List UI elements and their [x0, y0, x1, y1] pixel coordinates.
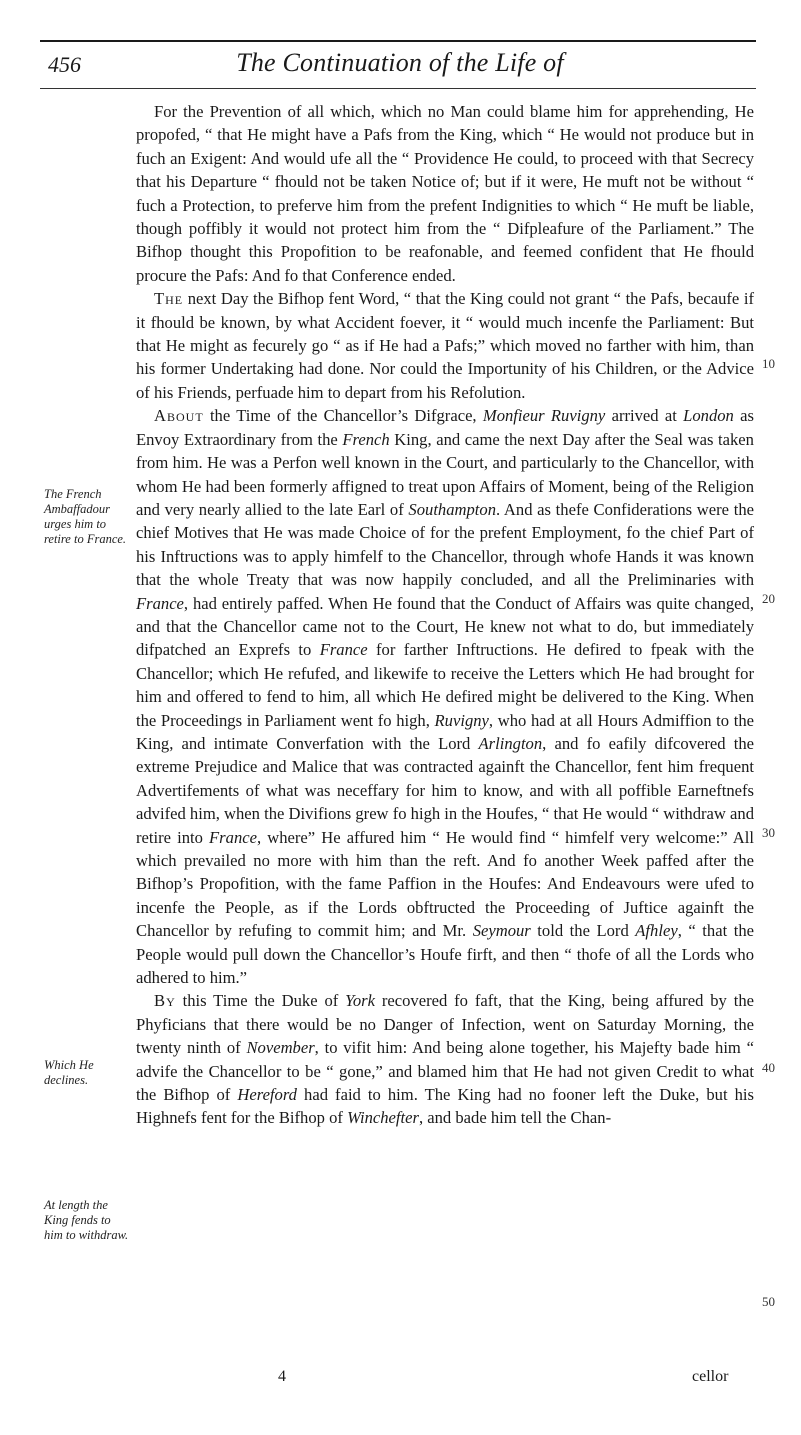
header-rule [40, 88, 756, 89]
text-run: had faid to him. The King had no fooner left the Duke, but his Highnefs fent for the Bifhop of [136, 1085, 755, 1128]
text-run: About [154, 406, 204, 426]
text-run: , and bade him tell the Chan- [418, 1108, 612, 1128]
text-run: arrived at [605, 406, 684, 426]
text-run: France [319, 640, 368, 660]
text-run: Arlington [478, 733, 543, 753]
text-run: for farther Inftructions. He defired to fpeak with the Chancellor; which He refufed, and likewife to receive the Letters which He had brought for him and offered to fend to him, all which He defired might be delivered to the King. When the Proceedings in Parliament went fo high, [136, 640, 754, 730]
running-title: The Continuation of the Life of [236, 48, 564, 77]
paragraph-3 [136, 404, 754, 989]
paragraph-4 [136, 989, 754, 1129]
text-run: , where” He affured him “ He would find “ himfelf very welcome:” All which prevailed no more with him than the reft. And fo another Week paffed after the Bifhop’s Propofition, with the fame Paffion in the Houfes: And Endeavours were ufed to incenfe the People, as if the Lords obftructed the Proceeding of Juftice againft the Chancellor by refufing to commit him; and Mr. [136, 827, 754, 941]
top-rule [40, 40, 756, 42]
line-number-10: 10 [762, 356, 775, 371]
text-run: told the Lord [530, 921, 636, 941]
text-run: King, and came the next Day after the Seal was taken from him. He was a Perfon well known in the Court, and particularly to the Chancellor, with whom He had been formerly affigned to treat upon Affairs of Moment, being of the Religion and very nearly allied to the late Earl of [136, 429, 754, 519]
page-header [48, 44, 752, 84]
text-run: , “ that the People would pull down the Chancellor’s Houfe firft, and then “ thofe of all the Lords who adhered to him.” [136, 921, 754, 988]
text-run: York [345, 991, 375, 1011]
body-text [136, 100, 754, 1130]
text-run: recovered fo faft, that the King, being affured by the Phyficians that there would be no Danger of Infection, went on Saturday Morning, the twenty ninth of [136, 991, 754, 1058]
text-run: Monfieur Ruvigny [482, 406, 606, 426]
text-run: , to vifit him: And being alone together, his Majefty bade him “ advife the Chancellor to be “ gone,” and blamed him that He had not given Credit to what the Bifhop of [136, 1038, 754, 1105]
text-run: this Time the Duke of [175, 991, 346, 1011]
text-run: Ruvigny [434, 710, 489, 730]
text-run: By [154, 991, 176, 1011]
text-run: Southampton [408, 499, 497, 519]
text-run: , had entirely paffed. When He found that the Conduct of Affairs was quite changed, and that the Chancellor came not to the Court, He knew not what to do, but immediately difpatched an Exprefs to [136, 593, 754, 660]
text-run: next Day the Bifhop fent Word, “ that the King could not grant “ the Pafs, becaufe if it fhould be known, by what Accident foever, it “ would much incenfe the Parliament: But that He might as fecurely go “ as if He had a Pafs;” which moved no farther with him, than his former Undertaking had done. Nor could the Importunity of his Children, or the Advice of his Friends, perfuade him to depart from his Refolution. [136, 289, 754, 402]
paragraph-2 [136, 287, 754, 404]
text-run: Afhley [635, 921, 678, 941]
text-run: London [683, 406, 734, 426]
text-run: Seymour [472, 921, 531, 941]
margin-note-withdraw: At length the King fends to him to withdraw. [44, 1198, 129, 1242]
text-run: as Envoy Extraordinary from the [136, 406, 754, 449]
text-run: The [154, 289, 184, 309]
page-number: 456 [48, 52, 81, 77]
text-run: Winchefter [347, 1108, 419, 1128]
text-run: France [209, 827, 257, 847]
paragraph-1 [136, 100, 754, 287]
signature-mark: 4 [278, 1368, 286, 1385]
margin-note-ambassador: The French Ambaffadour urges him to retire to France. [44, 487, 127, 546]
line-number-50: 50 [762, 1294, 775, 1309]
text-run: November [246, 1038, 315, 1058]
margin-note-declines: Which He declines. [44, 1058, 94, 1087]
text-run: French [342, 429, 390, 449]
text-run: Hereford [237, 1085, 297, 1105]
text-run: the Time of the Chancellor’s Difgrace, [203, 406, 483, 426]
line-number-40: 40 [762, 1060, 775, 1075]
line-number-30: 30 [762, 825, 775, 840]
catchword: cellor [692, 1368, 729, 1385]
text-run: For the Prevention of all which, which no Man could blame him for apprehending, He propofed, “ that He might have a Pafs from the King, which “ He would not produce but in fuch an Exigent: And would ufe all the “ Providence He could, to proceed with that Secrecy that his Departure “ fhould not be taken Notice of; but if it were, He muft not be without “ fuch a Protection, to preferve him from the prefent Indignities to which “ He muft be liable, though poffibly it would not protect him from the “ Difpleafure of the Parliament.” The Bifhop thought this Propofition to be reafonable, and feemed confident that He fhould procure the Pafs: And fo that Conference ended. [136, 102, 754, 285]
text-run: France [136, 593, 184, 613]
text-run: . And as thefe Confiderations were the chief Motives that He was made Choice of for the prefent Employment, fo the chief Part of his Inftructions was to apply himfelf to the Chancellor, through whofe Hands it was known that the whole Treaty that was now happily concluded, and all the Preliminaries with [136, 499, 754, 590]
text-run: , who had at all Hours Admiffion to the King, and intimate Converfation with the Lord [136, 710, 755, 753]
line-number-20: 20 [762, 591, 775, 606]
text-run: , and fo eafily difcovered the extreme Prejudice and Malice that was contracted againft the Chancellor, fent him frequent Advertifements of what was neceffary for him to know, and with all poffible Earneftnefs advifed him, when the Divifions grew fo high in the Houfes, “ that He would “ withdraw and retire into [136, 733, 754, 847]
